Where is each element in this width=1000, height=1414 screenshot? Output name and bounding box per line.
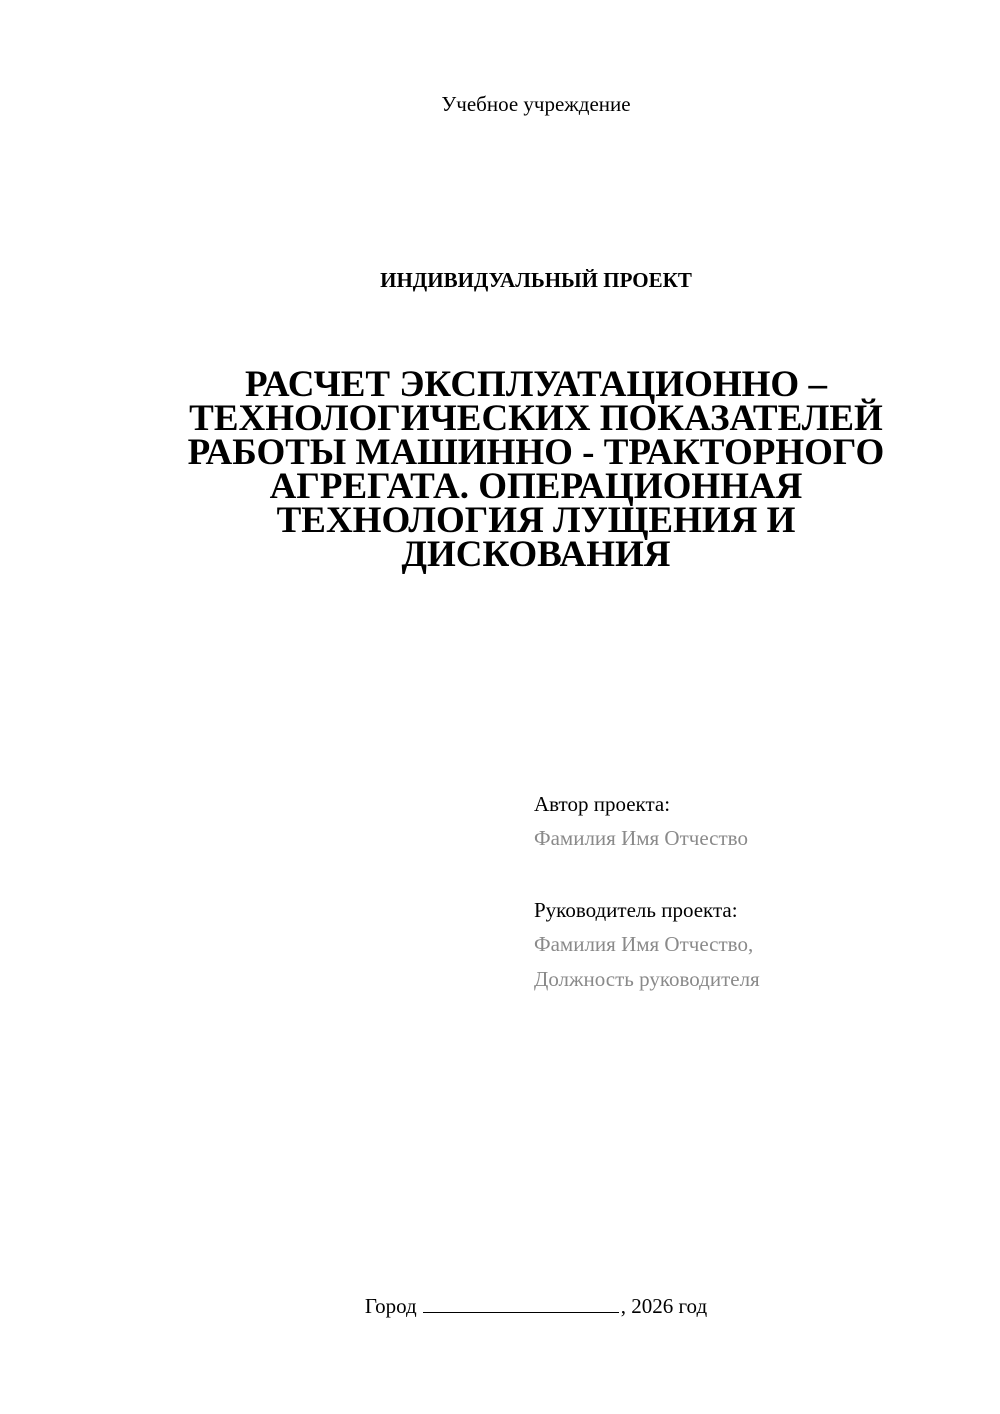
document-type: ИНДИВИДУАЛЬНЫЙ ПРОЕКТ xyxy=(380,268,692,292)
city-label: Город xyxy=(364,1294,417,1318)
author-name: Фамилия Имя Отчество xyxy=(534,826,748,850)
city-blank-line xyxy=(423,1292,619,1313)
document-title xyxy=(130,364,942,575)
author-label: Автор проекта: xyxy=(534,792,671,816)
title-line: ТЕХНОЛОГИЧЕСКИХ ПОКАЗАТЕЛЕЙ xyxy=(189,398,883,439)
supervisor-name: Фамилия Имя Отчество, xyxy=(534,932,754,956)
supervisor-position: Должность руководителя xyxy=(534,967,760,991)
supervisor-label: Руководитель проекта: xyxy=(534,898,738,922)
title-line: РАСЧЕТ ЭКСПЛУАТАЦИОННО – xyxy=(245,364,827,405)
city-year-line xyxy=(0,1292,1000,1319)
institution-name: Учебное учреждение xyxy=(441,92,631,116)
year-text: , 2026 год xyxy=(620,1294,708,1318)
title-line: ДИСКОВАНИЯ xyxy=(401,534,671,575)
title-line: ТЕХНОЛОГИЯ ЛУЩЕНИЯ И xyxy=(276,500,796,541)
title-line: АГРЕГАТА. ОПЕРАЦИОННАЯ xyxy=(269,466,803,507)
title-line: РАБОТЫ МАШИННО - ТРАКТОРНОГО xyxy=(187,432,885,473)
